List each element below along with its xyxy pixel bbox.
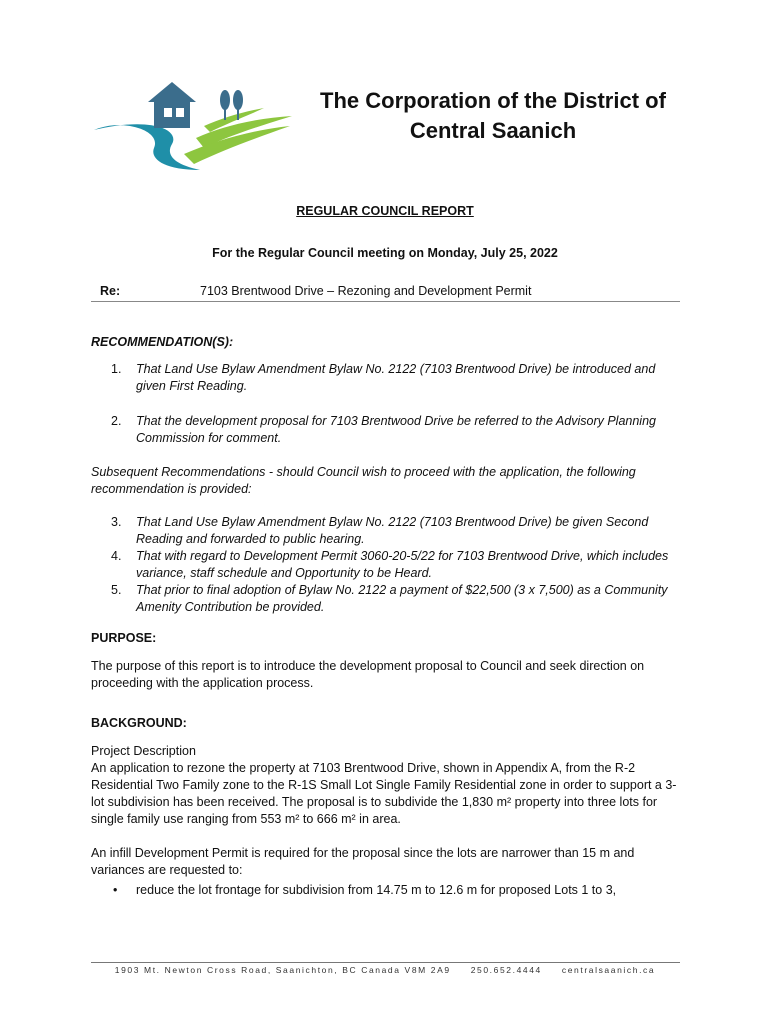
list-item-text: reduce the lot frontage for subdivision from 14.75 m to 12.6 m for proposed Lots 1 to 3, <box>136 883 617 897</box>
report-body <box>91 334 681 899</box>
footer-divider <box>91 962 680 963</box>
subsequent-recommendations-note: Subsequent Recommendations - should Council wish to proceed with the application, the following recommendation is provided: <box>91 465 636 496</box>
list-item <box>91 882 681 899</box>
footer-address: 1903 Mt. Newton Cross Road, Saanichton, BC Canada V8M 2A9 <box>114 965 451 975</box>
recommendation-item <box>91 548 681 582</box>
bullet-icon: • <box>113 883 118 897</box>
item-text: That Land Use Bylaw Amendment Bylaw No. 2122 (7103 Brentwood Drive) be given Second Reading and forwarded to public hearing. <box>136 515 649 546</box>
background-paragraph: An infill Development Permit is required for the proposal since the lots are narrower than 15 m and variances are requested to: <box>91 846 635 877</box>
district-logo <box>92 78 302 178</box>
title-line-1: The Corporation of the District of <box>320 88 666 113</box>
recommendation-item <box>91 582 681 616</box>
recommendation-item <box>91 361 681 395</box>
purpose-text: The purpose of this report is to introduce the development proposal to Council and seek direction on proceeding with the application process. <box>91 659 645 690</box>
footer <box>0 965 770 975</box>
footer-phone: 250.652.4444 <box>470 965 542 975</box>
re-subject: 7103 Brentwood Drive – Rezoning and Development Permit <box>200 284 532 298</box>
meeting-date: For the Regular Council meeting on Monday, July 25, 2022 <box>212 246 558 260</box>
project-description-subheading: Project Description <box>91 744 196 758</box>
recommendations-heading: RECOMMENDATION(S): <box>91 335 234 349</box>
item-text: That the development proposal for 7103 Brentwood Drive be referred to the Advisory Planning Commission for comment. <box>136 414 656 445</box>
item-number: 3. <box>111 515 122 529</box>
item-number: 2. <box>111 414 122 428</box>
house-fields-logo-icon <box>92 78 302 178</box>
organization-title <box>300 86 686 146</box>
item-text: That Land Use Bylaw Amendment Bylaw No. 2122 (7103 Brentwood Drive) be introduced and given First Reading. <box>136 362 656 393</box>
footer-website: centralsaanich.ca <box>561 965 656 975</box>
divider <box>91 301 680 302</box>
recommendation-item <box>91 514 681 548</box>
re-label: Re: <box>100 284 121 298</box>
purpose-heading: PURPOSE: <box>91 631 157 645</box>
item-number: 4. <box>111 549 122 563</box>
item-number: 1. <box>111 362 122 376</box>
report-type-heading: REGULAR COUNCIL REPORT <box>296 204 474 218</box>
item-number: 5. <box>111 583 122 597</box>
item-text: That with regard to Development Permit 3060-20-5/22 for 7103 Brentwood Drive, which includes variance, staff schedule and Opportunity to be Heard. <box>136 549 669 580</box>
background-paragraph: An application to rezone the property at 7103 Brentwood Drive, shown in Appendix A, from the R-2 Residential Two Family zone to the R-1S Small Lot Single Family Residential zone in order to support a 3-lot subdivision has been received. The proposal is to subdivide the 1,830 m² property into three lots for single family use ranging from 553 m² to 666 m² in area. <box>91 761 677 826</box>
recommendation-item <box>91 413 681 447</box>
item-text: That prior to final adoption of Bylaw No. 2122 a payment of $22,500 (3 x 7,500) as a Community Amenity Contribution be provided. <box>136 583 668 614</box>
title-line-2: Central Saanich <box>409 118 577 143</box>
background-heading: BACKGROUND: <box>91 716 187 730</box>
